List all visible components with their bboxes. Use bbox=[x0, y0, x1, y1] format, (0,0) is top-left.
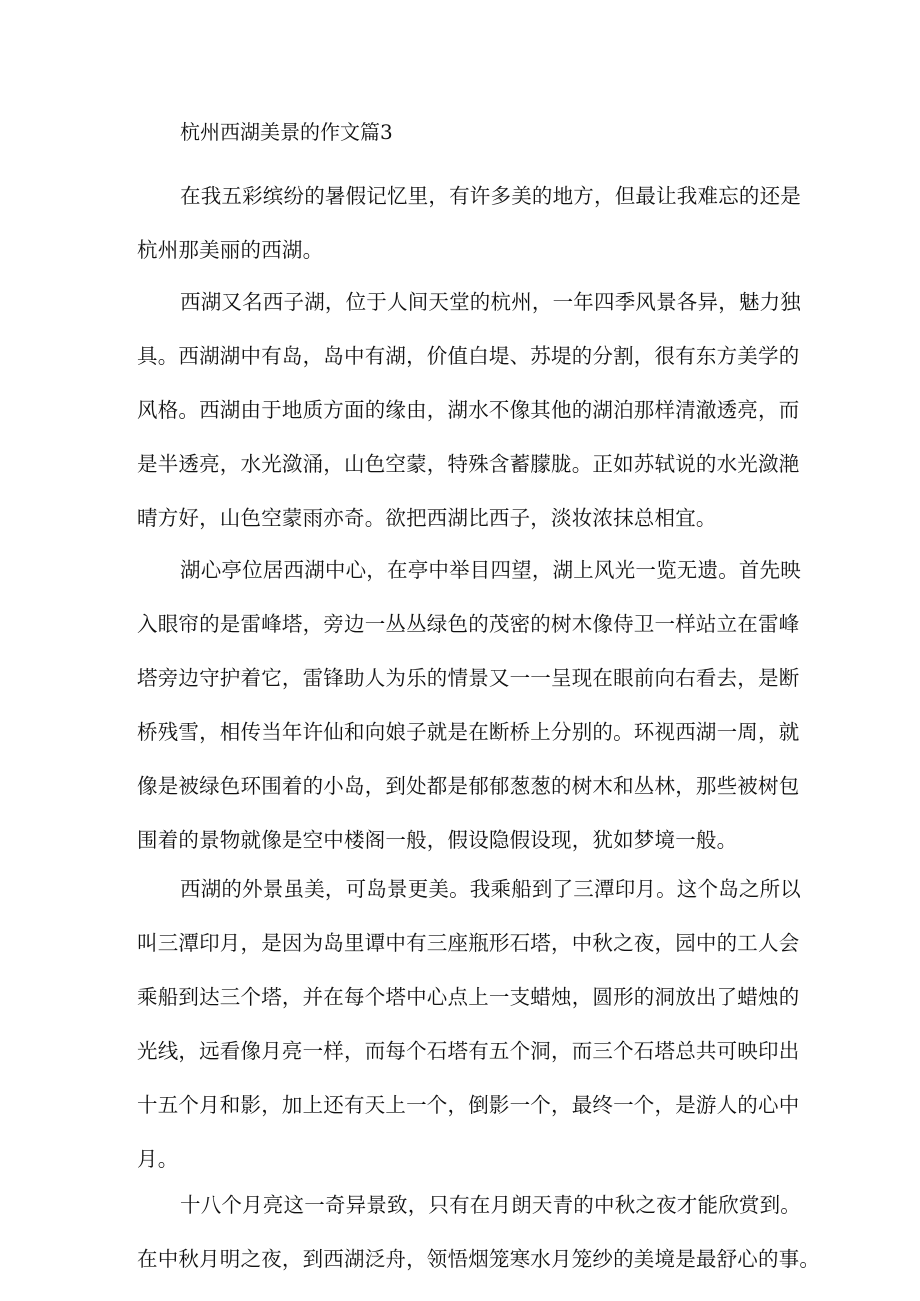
paragraph-line: 是半透亮，水光潋涌，山色空蒙，特殊含蓄朦胧。正如苏轼说的水光潋滟 bbox=[137, 452, 800, 476]
paragraph-line: 具。西湖湖中有岛，岛中有湖，价值白堤、苏堤的分割，很有东方美学的 bbox=[137, 344, 800, 368]
paragraph-line: 桥残雪，相传当年许仙和向娘子就是在断桥上分别的。环视西湖一周，就 bbox=[137, 720, 800, 744]
paragraph-line: 西湖又名西子湖，位于人间天堂的杭州，一年四季风景各异，魅力独 bbox=[180, 290, 801, 314]
paragraph-line: 风格。西湖由于地质方面的缘由，湖水不像其他的湖泊那样清澈透亮，而 bbox=[137, 398, 800, 422]
paragraph-line: 在我五彩缤纷的暑假记忆里，有许多美的地方，但最让我难忘的还是 bbox=[180, 184, 801, 208]
paragraph-1 bbox=[137, 169, 801, 277]
paragraph-line: 十八个月亮这一奇异景致，只有在月朗天青的中秋之夜才能欣赏到。 bbox=[180, 1193, 801, 1217]
paragraph-5 bbox=[137, 1178, 821, 1286]
paragraph-line: 乘船到达三个塔，并在每个塔中心点上一支蜡烛，圆形的洞放出了蜡烛的 bbox=[137, 985, 800, 1009]
paragraph-line: 入眼帘的是雷峰塔，旁边一丛丛绿色的茂密的树木像侍卫一样站立在雷峰 bbox=[137, 612, 800, 636]
paragraph-line: 围着的景物就像是空中楼阁一般，假设隐假设现，犹如梦境一般。 bbox=[137, 828, 738, 852]
paragraph-line: 塔旁边守护着它，雷锋助人为乐的情景又一一呈现在眼前向右看去，是断 bbox=[137, 666, 800, 690]
paragraph-line: 在中秋月明之夜，到西湖泛舟，领悟烟笼寒水月笼纱的美境是最舒心的事。 bbox=[137, 1247, 821, 1271]
paragraph-line: 湖心亭位居西湖中心，在亭中举目四望，湖上风光一览无遗。首先映 bbox=[180, 558, 801, 582]
paragraph-line: 杭州那美丽的西湖。 bbox=[137, 238, 324, 262]
paragraph-line: 月。 bbox=[137, 1147, 179, 1171]
paragraph-line: 晴方好，山色空蒙雨亦奇。欲把西湖比西子，淡妆浓抹总相宜。 bbox=[137, 506, 717, 530]
paragraph-4 bbox=[137, 862, 801, 1186]
paragraph-line: 叫三潭印月，是因为岛里谭中有三座瓶形石塔，中秋之夜，园中的工人会 bbox=[137, 931, 800, 955]
paragraph-2 bbox=[137, 275, 801, 545]
paragraph-line: 光线，远看像月亮一样，而每个石塔有五个洞，而三个石塔总共可映印出 bbox=[137, 1039, 800, 1063]
paragraph-line: 十五个月和影，加上还有天上一个，倒影一个，最终一个，是游人的心中 bbox=[137, 1093, 800, 1117]
paragraph-3 bbox=[137, 543, 801, 867]
essay-title: 杭州西湖美景的作文篇3 bbox=[180, 120, 393, 144]
paragraph-line: 像是被绿色环围着的小岛，到处都是郁郁葱葱的树木和丛林，那些被树包 bbox=[137, 774, 800, 798]
paragraph-line: 西湖的外景虽美，可岛景更美。我乘船到了三潭印月。这个岛之所以 bbox=[180, 877, 801, 901]
